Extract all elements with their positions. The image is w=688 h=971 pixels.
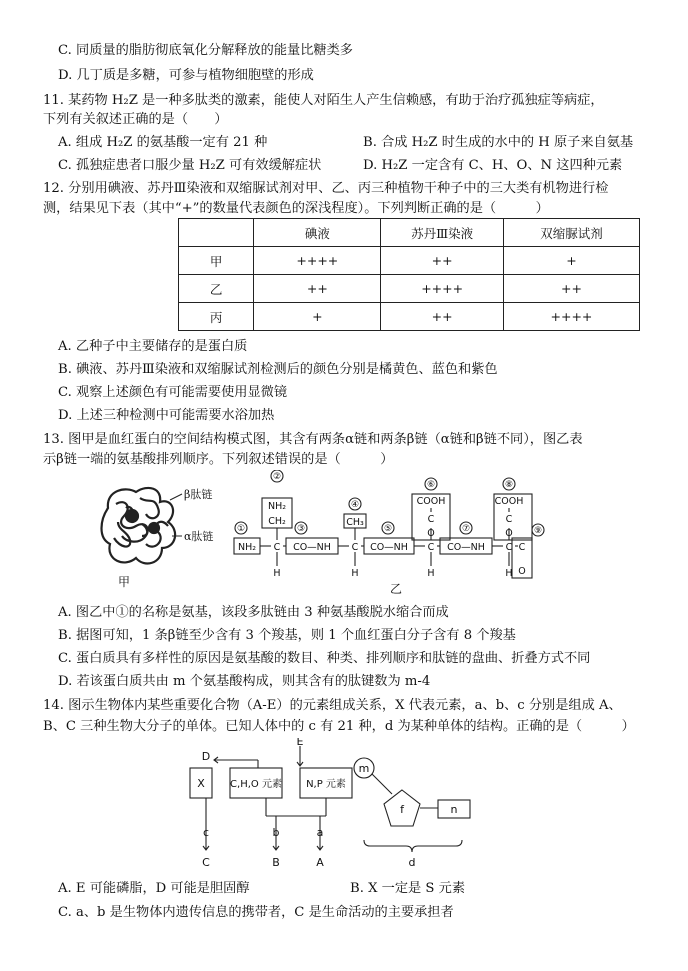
label-a-upper: A bbox=[316, 856, 324, 869]
q11-option-c: C. 孤独症患者口服少量 H₂Z 可有效缓解症状 bbox=[58, 158, 322, 173]
table-row bbox=[179, 275, 640, 303]
table-cell bbox=[179, 219, 254, 247]
alpha-chain-label: α肽链 bbox=[184, 530, 214, 543]
q11-option-d: D. H₂Z 一定含有 C、H、O、N 这四种元素 bbox=[363, 158, 623, 173]
marker-6: ⑥ bbox=[426, 480, 436, 490]
table-cell: ++++ bbox=[503, 303, 639, 331]
marker-7: ⑦ bbox=[461, 524, 471, 534]
alpha-carbon-3: C bbox=[427, 542, 435, 553]
q13-stem-line1: 13. 图甲是血红蛋白的空间结构模式图，其含有两条α链和两条β链（α链和β链不同），图乙表 bbox=[43, 432, 583, 447]
marker-4: ④ bbox=[350, 500, 360, 510]
peptide-bond-1: CO—NH bbox=[293, 542, 331, 553]
marker-1: ① bbox=[236, 524, 246, 534]
label-b-upper: B bbox=[272, 856, 280, 869]
q12-option-b: B. 碘液、苏丹Ⅲ染液和双缩脲试剂检测后的颜色分别是橘黄色、蓝色和紫色 bbox=[58, 362, 498, 377]
side-chain-cooh-1: COOH bbox=[416, 496, 446, 507]
h-atom-1: H bbox=[273, 568, 281, 579]
table-row bbox=[179, 247, 640, 275]
table-header-row bbox=[179, 219, 640, 247]
q12-option-c: C. 观察上述颜色有可能需要使用显微镜 bbox=[58, 385, 288, 400]
q13-option-b: B. 据图可知，1 条β链至少含有 3 个羧基，则 1 个血红蛋白分子含有 8 个羧基 bbox=[58, 628, 516, 643]
alpha-carbon-2: C bbox=[351, 542, 359, 553]
table-cell: ++ bbox=[381, 247, 504, 275]
table-cell: ++ bbox=[503, 275, 639, 303]
marker-5: ⑤ bbox=[383, 524, 393, 534]
side-chain-nh2: NH₂ bbox=[267, 501, 287, 512]
table-cell: 甲 bbox=[179, 247, 254, 275]
label-f: f bbox=[400, 803, 404, 816]
q11-option-b: B. 合成 H₂Z 时生成的水中的 H 原子来自氨基 bbox=[363, 135, 634, 150]
q14-stem-line2: B、C 三种生物大分子的单体。已知人体中的 c 有 21 种，d 为某种单体的结构。正确的是（ ） bbox=[43, 719, 635, 734]
q12-stem-line1: 12. 分别用碘液、苏丹Ⅲ染液和双缩脲试剂对甲、乙、丙三种植物干种子中的三大类有机物进行检 bbox=[43, 181, 609, 196]
q14-option-b: B. X 一定是 S 元素 bbox=[350, 881, 466, 896]
peptide-bond-3: CO—NH bbox=[447, 542, 485, 553]
amino-group-label: NH₂ bbox=[237, 542, 257, 553]
q12-option-a: A. 乙种子中主要储存的是蛋白质 bbox=[58, 339, 248, 354]
alpha-carbon-4: C bbox=[505, 542, 513, 553]
label-a-lower: a bbox=[316, 826, 324, 839]
label-d: D bbox=[201, 750, 211, 763]
q14-stem-line1: 14. 图示生物体内某些重要化合物（A-E）的元素组成关系，X 代表元素，a、b、c 分别是组成 A、 bbox=[43, 698, 622, 713]
table-row bbox=[179, 303, 640, 331]
q12-option-d: D. 上述三种检测中可能需要水浴加热 bbox=[58, 408, 275, 423]
marker-2: ② bbox=[272, 472, 282, 482]
prev-option-c: C. 同质量的脂肪彻底氧化分解释放的能量比糖类多 bbox=[58, 43, 353, 58]
table-cell: 丙 bbox=[179, 303, 254, 331]
side-chain-ch2: CH₂ bbox=[268, 516, 286, 527]
table-cell: ++++ bbox=[381, 275, 504, 303]
q13-stem-line2: 示β链一端的氨基酸排列顺序。下列叙述错误的是（ ） bbox=[43, 452, 394, 467]
marker-9: ⑨ bbox=[533, 526, 543, 536]
q13-option-c: C. 蛋白质具有多样性的原因是氨基酸的数目、种类、排列顺序和肽链的盘曲、折叠方式不同 bbox=[58, 651, 591, 666]
q14-option-c: C. a、b 是生物体内遗传信息的携带者，C 是生命活动的主要承担者 bbox=[58, 905, 454, 920]
alpha-carbon-1: C bbox=[273, 542, 281, 553]
table-header-iodine: 碘液 bbox=[254, 219, 381, 247]
terminal-carbon: C bbox=[518, 542, 526, 553]
label-c-upper: C bbox=[202, 856, 210, 869]
label-n: n bbox=[450, 803, 458, 816]
h-atom-3: H bbox=[427, 568, 435, 579]
table-cell: ++ bbox=[381, 303, 504, 331]
figure-yi-caption: 乙 bbox=[390, 582, 403, 596]
label-np-elements: N,P 元素 bbox=[306, 779, 346, 790]
table-cell: ++++ bbox=[254, 247, 381, 275]
side-chain-ch3: CH₃ bbox=[346, 517, 364, 528]
table-cell: + bbox=[254, 303, 381, 331]
table-cell: + bbox=[503, 247, 639, 275]
beta-chain-sequence-figure bbox=[226, 470, 576, 580]
side-chain-c-1: C bbox=[427, 514, 435, 525]
h-atom-4: H bbox=[505, 568, 513, 579]
label-m: m bbox=[358, 762, 370, 775]
beta-chain-label: β肽链 bbox=[184, 488, 213, 501]
marker-3: ③ bbox=[296, 524, 306, 534]
label-b-lower: b bbox=[272, 826, 280, 839]
table-cell: ++ bbox=[254, 275, 381, 303]
q12-stem-line2: 测，结果见下表（其中“+”的数量代表颜色的深浅程度）。下列判断正确的是（ ） bbox=[43, 201, 549, 216]
q11-stem-line2: 下列有关叙述正确的是（ ） bbox=[43, 112, 228, 127]
q14-option-a: A. E 可能磷脂，D 可能是胆固醇 bbox=[58, 881, 250, 896]
side-chain-o-2: O bbox=[505, 528, 513, 539]
q11-stem-line1: 11. 某药物 H₂Z 是一种多肽类的激素，能使人对陌生人产生信赖感，有助于治疗孤独症等病症， bbox=[43, 93, 604, 108]
table-header-sudan: 苏丹Ⅲ染液 bbox=[381, 219, 504, 247]
hemoglobin-molecule-drawing bbox=[102, 488, 176, 564]
prev-option-d: D. 几丁质是多糖，可参与植物细胞壁的形成 bbox=[58, 68, 314, 83]
side-chain-o-1: O bbox=[427, 528, 435, 539]
table-cell: 乙 bbox=[179, 275, 254, 303]
q13-option-d: D. 若该蛋白质共由 m 个氨基酸构成，则其含有的肽键数为 m-4 bbox=[58, 674, 431, 689]
q11-option-a: A. 组成 H₂Z 的氨基酸一定有 21 种 bbox=[58, 135, 268, 150]
terminal-oxygen: O bbox=[518, 566, 526, 577]
label-c-lower: c bbox=[202, 826, 210, 839]
side-chain-cooh-2: COOH bbox=[494, 496, 524, 507]
side-chain-c-2: C bbox=[505, 514, 513, 525]
q12-result-table bbox=[178, 218, 640, 331]
table-header-biuret: 双缩脲试剂 bbox=[503, 219, 639, 247]
label-cho-elements: C,H,O 元素 bbox=[230, 779, 282, 790]
beta-pointer-line bbox=[170, 494, 182, 500]
element-composition-figure bbox=[180, 738, 480, 878]
marker-8: ⑧ bbox=[504, 480, 514, 490]
figure-jia-caption: 甲 bbox=[118, 575, 131, 589]
label-d-monomer: d bbox=[408, 856, 416, 869]
label-x: X bbox=[197, 777, 205, 790]
label-e: E bbox=[296, 738, 304, 748]
q13-option-a: A. 图乙中①的名称是氨基，该段多肽链由 3 种氨基酸脱水缩合而成 bbox=[58, 605, 449, 620]
h-atom-2: H bbox=[351, 568, 359, 579]
peptide-bond-2: CO—NH bbox=[370, 542, 408, 553]
